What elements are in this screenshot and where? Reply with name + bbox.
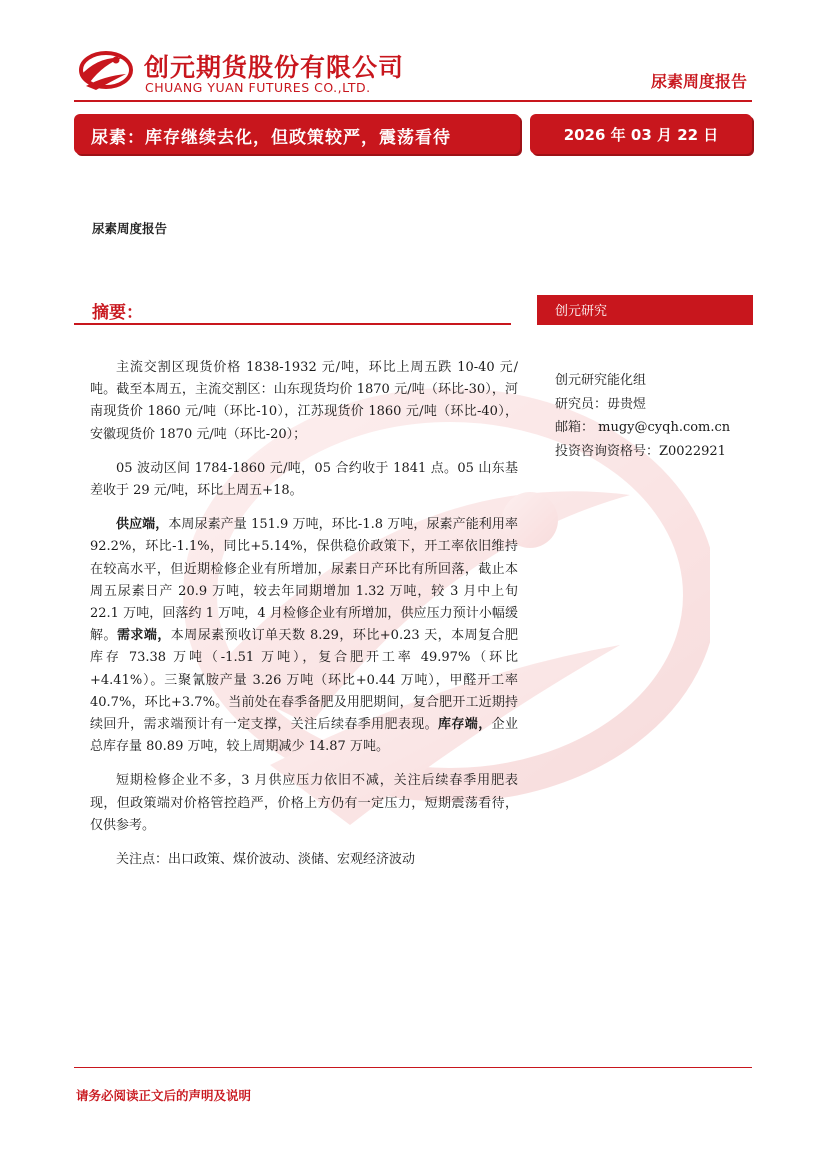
date-banner	[530, 114, 752, 154]
research-team: 创元研究能化组	[555, 373, 647, 388]
researcher-email: 邮箱： mugy@cyqh.com.cn	[555, 420, 731, 435]
header-report-type: 尿素周度报告	[650, 72, 747, 91]
demand-label: 需求端，	[116, 628, 171, 644]
researcher-name: 研究员：毋贵煜	[555, 396, 647, 412]
analyst-contact	[555, 369, 730, 463]
spot-price-paragraph: 主流交割区现货价格 1838-1932 元/吨，环比上周五跌 10-40 元/吨。截至本周五，主流交割区：山东现货均价 1870 元/吨（环比-30），河南现货价 1860 元/吨（环比-10），江苏现货价 1860 元/吨（环比-40），安徽现货价 1870 元/吨（环比-20）；	[90, 360, 518, 442]
report-subtitle: 尿素周度报告	[92, 221, 168, 236]
company-name-cn: 创元期货股份有限公司	[144, 53, 405, 82]
supply-text: 本周尿素产量 151.9 万吨，环比-1.8 万吨，尿素产能利用率 92.2%，环比-1.1%，同比+5.14%，保供稳价政策下，开工率依旧维持在较高水平，但近期检修企业有所增加，尿素日产环比有所回落，截止本周五尿素日产 20.9 万吨，较去年同期增加 1.32 万吨，较 3 月中上旬 22.1 万吨，回落约 1 万吨，4 月检修企业有所增加，供应压力预计小幅缓解。	[90, 517, 518, 644]
footer-disclaimer: 请务必阅读正文后的声明及说明	[76, 1088, 252, 1103]
abstract-heading: 摘要：	[92, 303, 143, 323]
demand-text: 本周尿素预收订单天数 8.29，环比+0.23 天，本周复合肥库存 73.38 万吨（-1.51 万吨），复合肥开工率 49.97%（环比+4.41%）。三聚氰胺产量 3.26 万吨（环比+0.44 万吨），甲醛开工率 40.7%，环比+3.7%。当前处在春季备肥及用肥期间，复合肥开工近期持续回升，需求端预计有一定支撑，关注后续春季用肥表现。	[90, 628, 518, 733]
focus-points-paragraph: 关注点：出口政策、煤价波动、淡储、宏观经济波动	[116, 852, 416, 868]
license-number: 投资咨询资格号：Z0022921	[555, 443, 726, 459]
report-date: 2026 年 03 月 22 日	[563, 126, 719, 144]
footer-divider	[74, 1067, 752, 1068]
report-title: 尿素：库存继续去化，但政策较严，震荡看待	[91, 128, 451, 148]
header-divider	[74, 100, 752, 102]
sidebar-research-box	[537, 295, 753, 325]
inventory-label: 库存端，	[438, 717, 492, 733]
inventory-text: 企业总库存量 80.89 万吨，较上周期减少 14.87 万吨。	[90, 717, 518, 755]
abstract-body	[90, 357, 518, 883]
company-name-en: CHUANG YUAN FUTURES CO.,LTD.	[145, 80, 371, 95]
outlook-paragraph: 短期检修企业不多，3 月供应压力依旧不减，关注后续春季用肥表现，但政策端对价格管控趋严，价格上方仍有一定压力，短期震荡看待，仅供参考。	[90, 773, 518, 833]
sidebar-research-label: 创元研究	[555, 304, 608, 319]
title-banner	[74, 114, 520, 154]
futures-paragraph: 05 波动区间 1784-1860 元/吨，05 合约收于 1841 点。05 山东基差收于 29 元/吨，环比上周五+18。	[90, 460, 518, 499]
company-logo-icon	[76, 46, 134, 92]
abstract-divider	[74, 323, 511, 325]
fundamentals-paragraph	[90, 514, 518, 758]
supply-label: 供应端，	[116, 517, 169, 533]
